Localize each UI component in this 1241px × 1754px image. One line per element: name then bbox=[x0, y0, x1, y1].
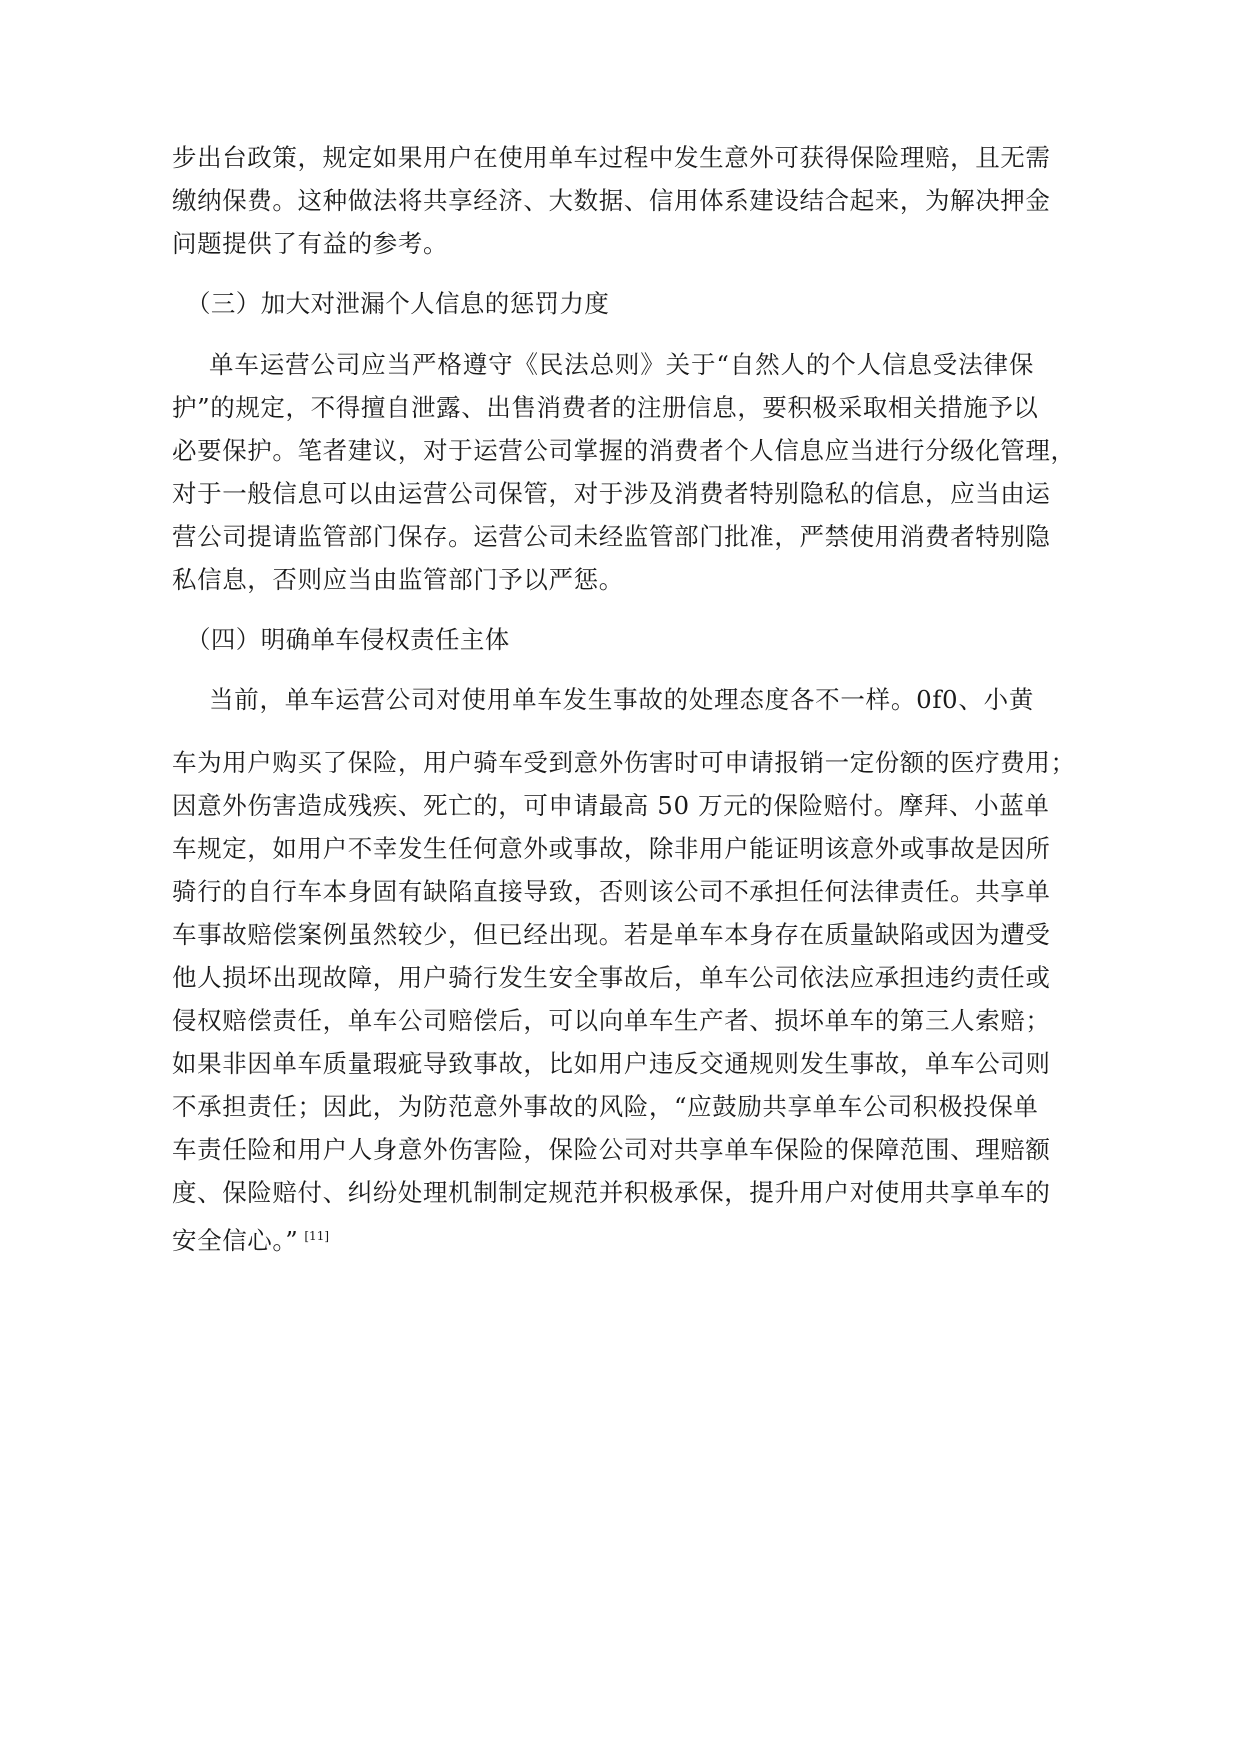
paragraph-line: 不承担责任；因此，为防范意外事故的风险，“应鼓励共享单车公司积极投保单 bbox=[172, 1092, 1039, 1121]
paragraph-line: 步出台政策，规定如果用户在使用单车过程中发生意外可获得保险理赔，且无需 bbox=[172, 143, 1051, 172]
paragraph-line: 问题提供了有益的参考。 bbox=[172, 229, 449, 258]
paragraph-line: 车责任险和用户人身意外伤害险，保险公司对共享单车保险的保障范围、理赔额 bbox=[172, 1135, 1051, 1164]
paragraph-line: 必要保护。笔者建议，对于运营公司掌握的消费者个人信息应当进行分级化管理， bbox=[172, 436, 1076, 465]
paragraph-line: 车规定，如用户不幸发生任何意外或事故，除非用户能证明该意外或事故是因所 bbox=[172, 834, 1051, 863]
paragraph-line: 护”的规定，不得擅自泄露、出售消费者的注册信息，要积极采取相关措施予以 bbox=[172, 393, 1039, 422]
paragraph-last-line bbox=[172, 1219, 329, 1258]
paragraph-line: 如果非因单车质量瑕疵导致事故，比如用户违反交通规则发生事故，单车公司则 bbox=[172, 1049, 1051, 1078]
paragraph-line: 因意外伤害造成残疾、死亡的，可申请最高 50 万元的保险赔付。摩拜、小蓝单 bbox=[172, 791, 1050, 820]
paragraph-line-text: 安全信心。” bbox=[172, 1226, 299, 1256]
paragraph-line: 缴纳保费。这种做法将共享经济、大数据、信用体系建设结合起来，为解决押金 bbox=[172, 186, 1051, 215]
paragraph-line: 车为用户购买了保险，用户骑车受到意外伤害时可申请报销一定份额的医疗费用； bbox=[172, 748, 1076, 777]
paragraph-line: 营公司提请监管部门保存。运营公司未经监管部门批准，严禁使用消费者特别隐 bbox=[172, 522, 1051, 551]
paragraph-line: 度、保险赔付、纠纷处理机制制定规范并积极承保，提升用户对使用共享单车的 bbox=[172, 1178, 1051, 1207]
paragraph-line: 当前，单车运营公司对使用单车发生事故的处理态度各不一样。0f0、小黄 bbox=[209, 685, 1034, 714]
paragraph-line: 私信息，否则应当由监管部门予以严惩。 bbox=[172, 565, 624, 594]
paragraph-line: 骑行的自行车本身固有缺陷直接导致，否则该公司不承担任何法律责任。共享单 bbox=[172, 877, 1051, 906]
section-heading-4: （四）明确单车侵权责任主体 bbox=[186, 625, 510, 654]
paragraph-line: 侵权赔偿责任，单车公司赔偿后，可以向单车生产者、损坏单车的第三人索赔； bbox=[172, 1006, 1051, 1035]
paragraph-line: 单车运营公司应当严格遵守《民法总则》关于“自然人的个人信息受法律保 bbox=[209, 350, 1034, 379]
paragraph-line: 他人损坏出现故障，用户骑行发生安全事故后，单车公司依法应承担违约责任或 bbox=[172, 963, 1051, 992]
paragraph-line: 车事故赔偿案例虽然较少，但已经出现。若是单车本身存在质量缺陷或因为遭受 bbox=[172, 920, 1051, 949]
citation-marker: [11] bbox=[304, 1229, 330, 1243]
paragraph-line: 对于一般信息可以由运营公司保管，对于涉及消费者特别隐私的信息，应当由运 bbox=[172, 479, 1051, 508]
section-heading-3: （三）加大对泄漏个人信息的惩罚力度 bbox=[186, 289, 610, 318]
